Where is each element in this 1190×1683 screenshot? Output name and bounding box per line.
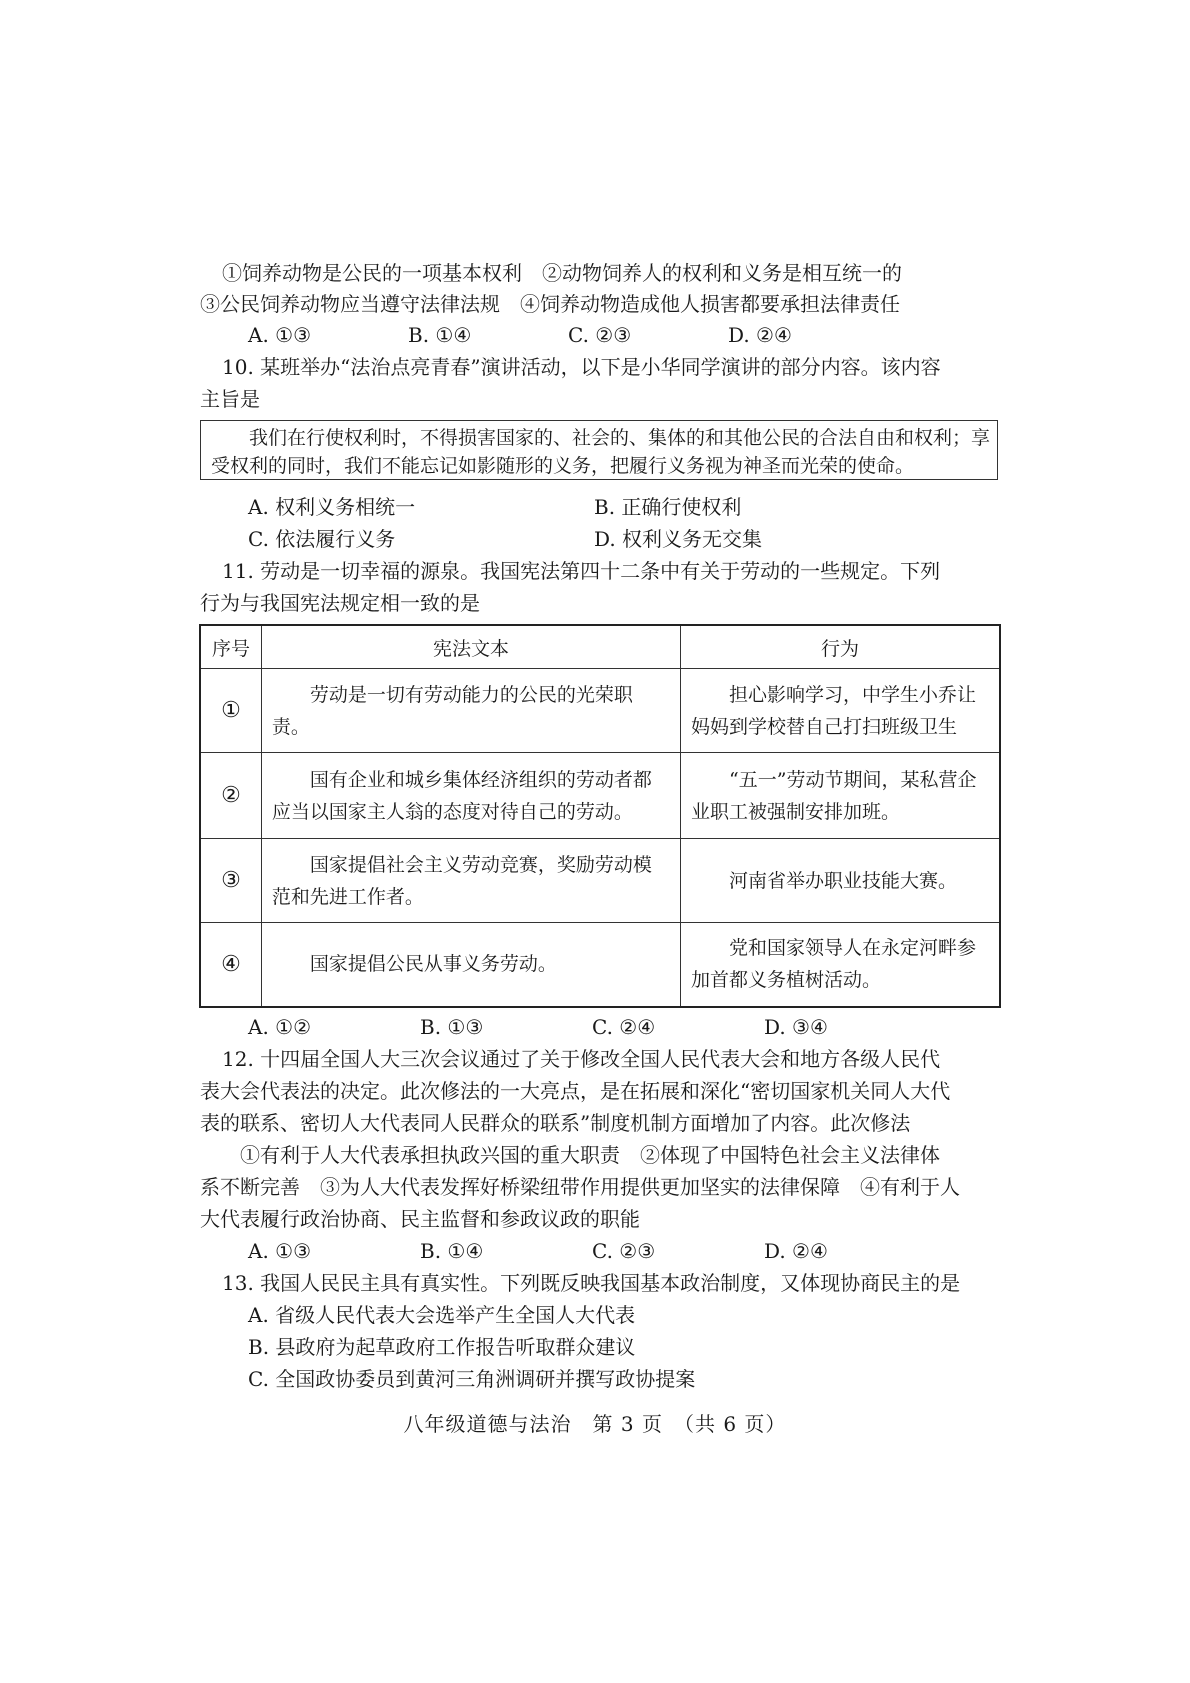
q13-option-a: A. 省级人民代表大会选举产生全国人大代表 [248,1303,636,1327]
q13-option-b: B. 县政府为起草政府工作报告听取群众建议 [248,1335,636,1359]
table-row [200,839,1000,923]
q9-option-d: D. ②④ [728,323,792,347]
row-law-text: 国家提倡社会主义劳动竞赛，奖励劳动模范和先进工作者。 [261,839,680,923]
q12-option-c: C. ②③ [592,1239,656,1263]
row-number: ③ [200,839,261,923]
q13-option-c: C. 全国政协委员到黄河三角洲调研并撰写政协提案 [248,1367,696,1391]
row-law-text: 国家提倡公民从事义务劳动。 [261,923,680,1007]
q11-option-c: C. ②④ [592,1015,656,1039]
q12-stem-line1: 12. 十四届全国人大三次会议通过了关于修改全国人民代表大会和地方各级人民代 [222,1047,941,1071]
q10-quote-box [200,420,998,480]
q12-statements-line3: 大代表履行政治协商、民主监督和参政议政的职能 [200,1207,640,1231]
q12-statements-line2: 系不断完善 ③为人大代表发挥好桥梁纽带作用提供更加坚实的法律保障 ④有利于人 [200,1175,960,1199]
q9-statements-line2: ③公民饲养动物应当遵守法律法规 ④饲养动物造成他人损害都要承担法律责任 [200,292,900,316]
q10-quote-line1: 我们在行使权利时，不得损害国家的、社会的、集体的和其他公民的合法自由和权利；享 [211,427,991,449]
q9-statements-line1: ①饲养动物是公民的一项基本权利 ②动物饲养人的权利和义务是相互统一的 [222,261,902,285]
q10-option-a: A. 权利义务相统一 [248,495,416,519]
row-behavior-text: 党和国家领导人在永定河畔参加首都义务植树活动。 [681,923,1000,1007]
row-number: ② [200,753,261,839]
q9-option-c: C. ②③ [568,323,632,347]
q13-stem: 13. 我国人民民主具有真实性。下列既反映我国基本政治制度，又体现协商民主的是 [222,1271,961,1295]
page-footer: 八年级道德与法治 第 3 页 （共 6 页） [403,1412,787,1436]
table-row [200,669,1000,753]
row-behavior-text: 河南省举办职业技能大赛。 [681,839,1000,923]
q9-option-b: B. ①④ [408,323,472,347]
q11-option-d: D. ③④ [764,1015,828,1039]
q11-stem-line2: 行为与我国宪法规定相一致的是 [200,591,480,615]
q11-stem-line1: 11. 劳动是一切幸福的源泉。我国宪法第四十二条中有关于劳动的一些规定。下列 [222,559,941,583]
q10-option-d: D. 权利义务无交集 [594,527,763,551]
row-behavior-text: “五一”劳动节期间，某私营企业职工被强制安排加班。 [681,753,1000,839]
q10-option-c: C. 依法履行义务 [248,527,396,551]
constitution-table [199,624,1001,1008]
q12-option-b: B. ①④ [420,1239,484,1263]
q12-stem-line2: 表大会代表法的决定。此次修法的一大亮点，是在拓展和深化“密切国家机关同人大代 [200,1079,951,1103]
table-row [200,753,1000,839]
table-row [200,923,1000,1007]
row-number: ① [200,669,261,753]
q10-stem-line2: 主旨是 [200,387,260,411]
q10-quote-line2: 受权利的同时，我们不能忘记如影随形的义务，把履行义务视为神圣而光荣的使命。 [211,455,915,477]
q12-stem-line3: 表的联系、密切人大代表同人民群众的联系”制度机制方面增加了内容。此次修法 [200,1111,911,1135]
row-law-text: 国有企业和城乡集体经济组织的劳动者都应当以国家主人翁的态度对待自己的劳动。 [261,753,680,839]
row-number: ④ [200,923,261,1007]
header-constitution-text: 宪法文本 [261,625,680,669]
q10-stem-line1: 10. 某班举办“法治点亮青春”演讲活动，以下是小华同学演讲的部分内容。该内容 [222,355,941,379]
q12-option-a: A. ①③ [248,1239,312,1263]
q9-option-a: A. ①③ [248,323,312,347]
q12-statements-line1: ①有利于人大代表承担执政兴国的重大职责 ②体现了中国特色社会主义法律体 [200,1143,940,1167]
row-law-text: 劳动是一切有劳动能力的公民的光荣职责。 [261,669,680,753]
row-behavior-text: 担心影响学习，中学生小乔让妈妈到学校替自己打扫班级卫生 [681,669,1000,753]
q11-option-b: B. ①③ [420,1015,484,1039]
q12-option-d: D. ②④ [764,1239,828,1263]
header-behavior: 行为 [681,625,1000,669]
q10-option-b: B. 正确行使权利 [594,495,742,519]
table-header-row [200,625,1000,669]
q11-option-a: A. ①② [248,1015,312,1039]
header-number: 序号 [200,625,261,669]
